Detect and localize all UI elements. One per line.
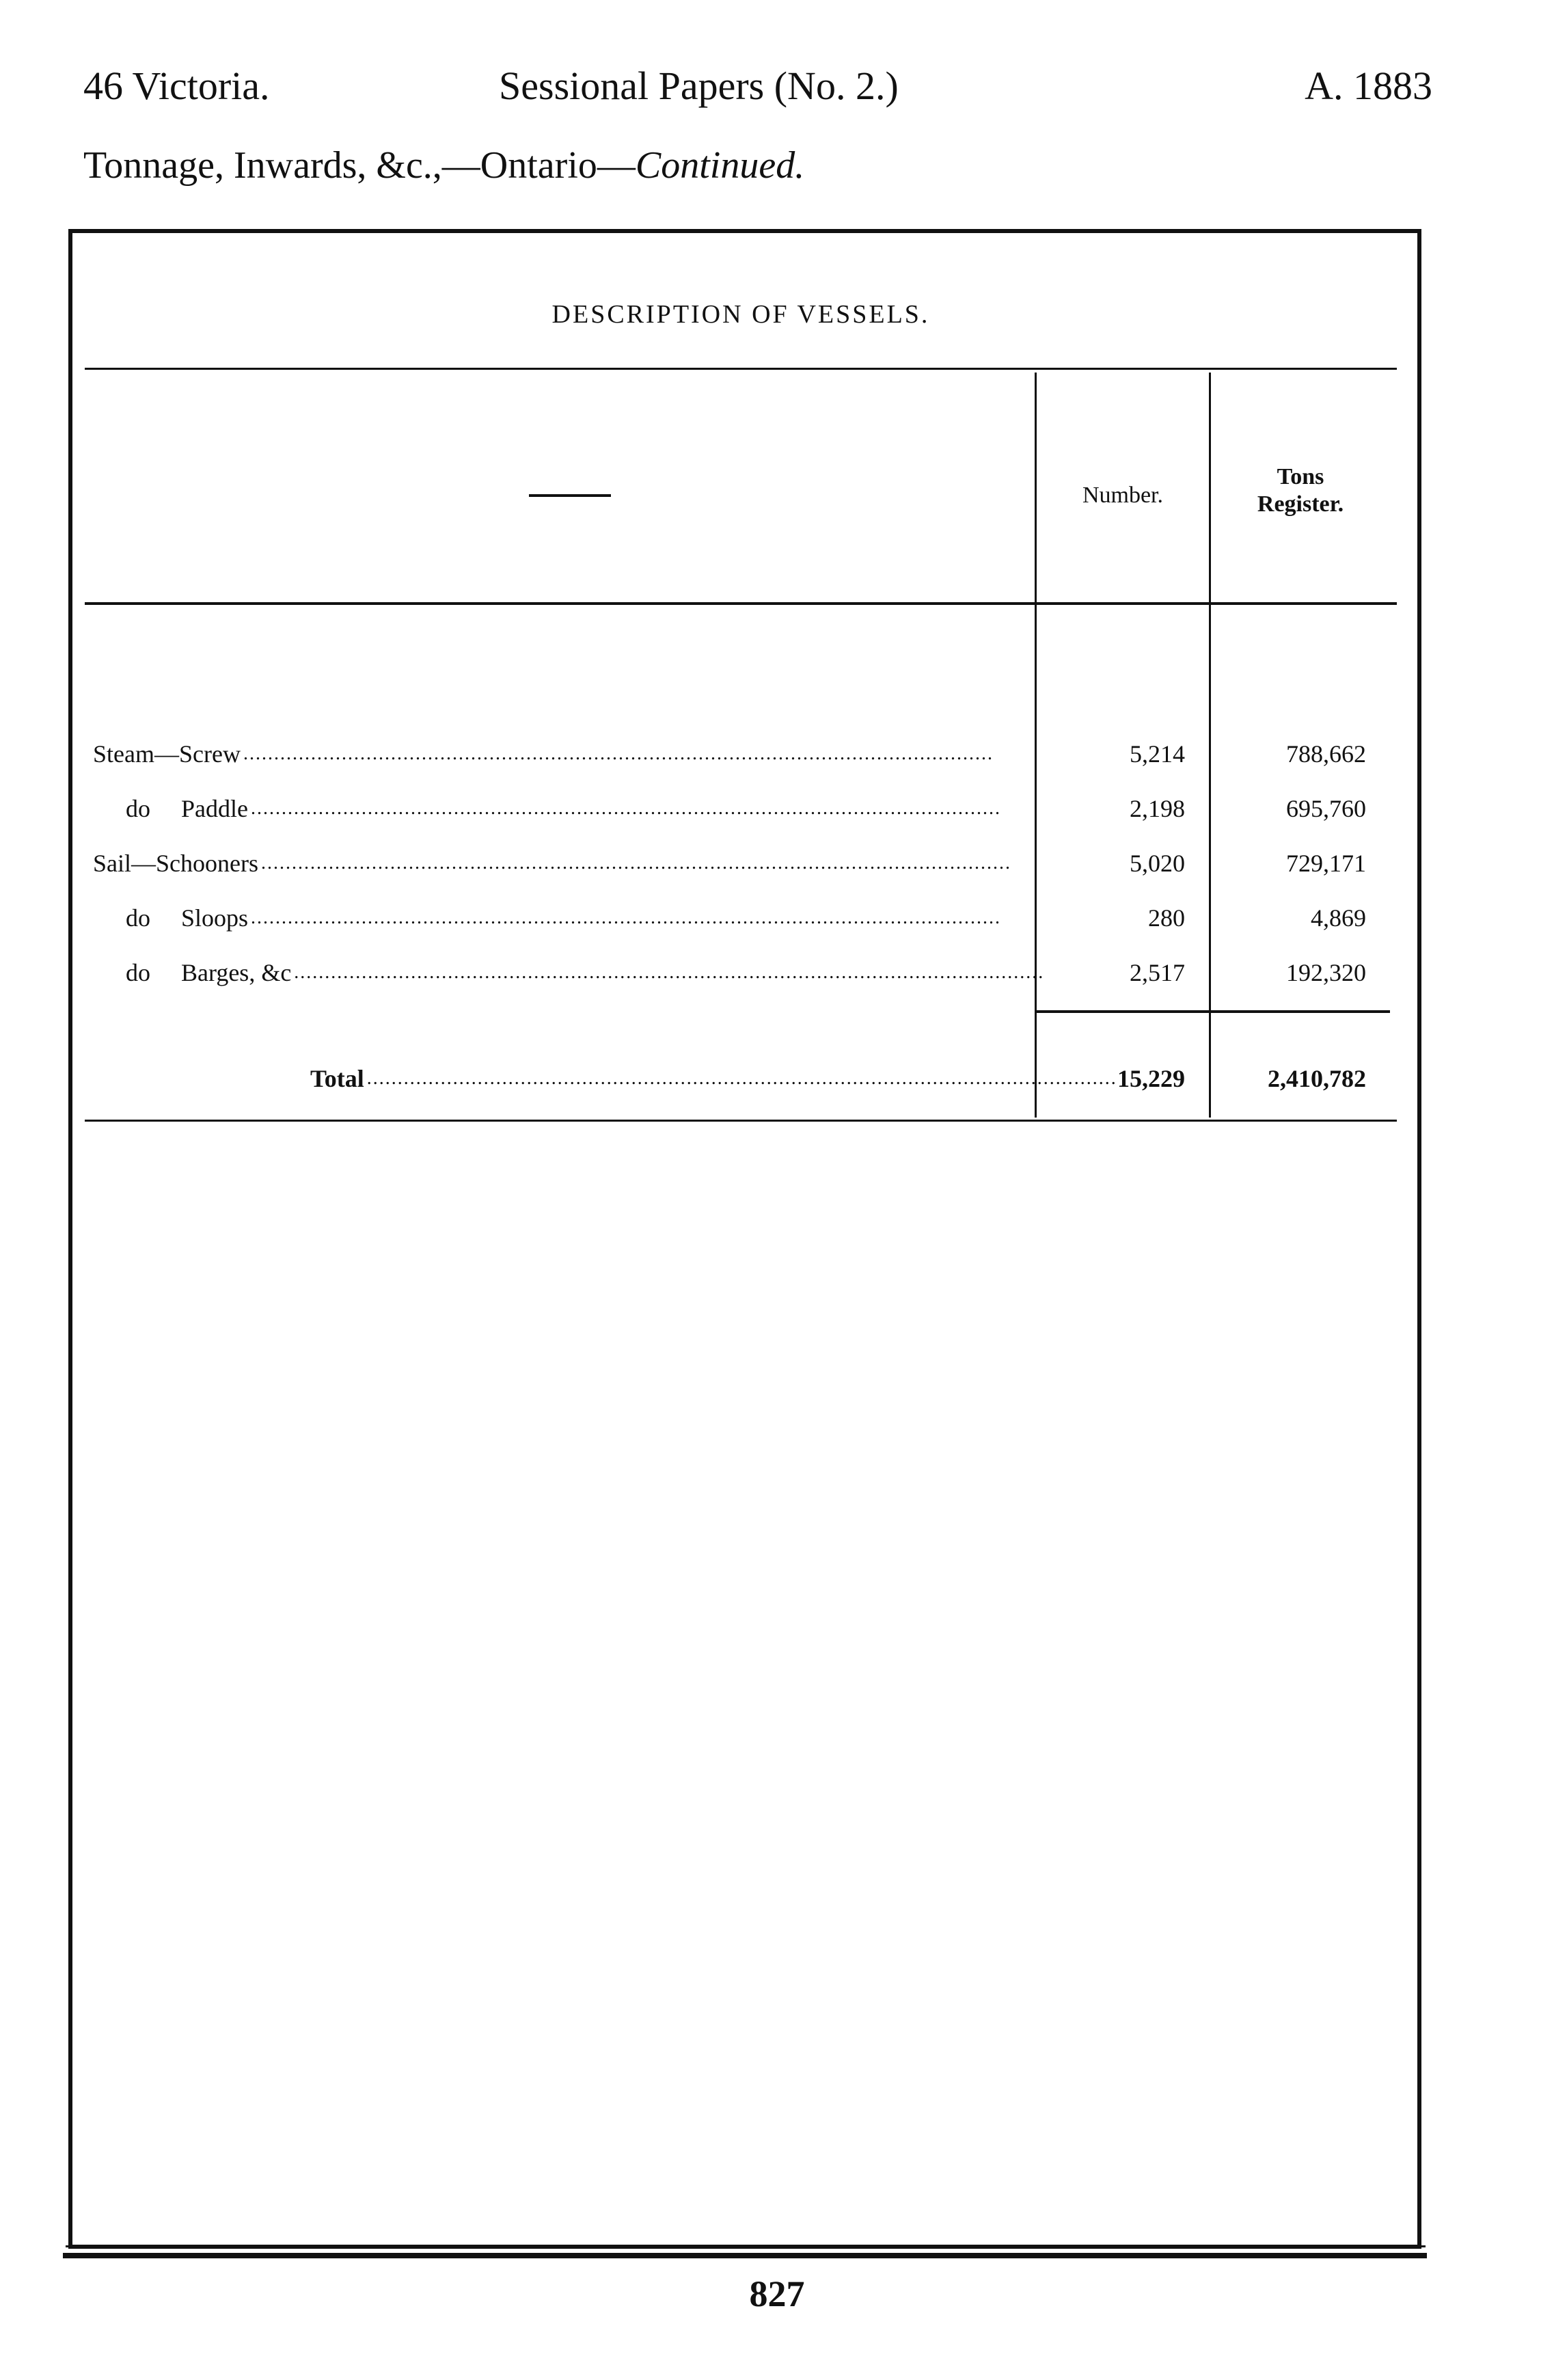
row-label: Sail—Schooners	[93, 850, 258, 877]
table-frame	[68, 229, 1421, 2249]
description-column-dash	[529, 494, 611, 497]
heading-rule	[85, 368, 1397, 370]
row-label: Steam—Screw	[93, 740, 241, 768]
row-tons: 4,869	[1311, 904, 1366, 932]
row-label: do Sloops	[126, 904, 249, 932]
row-tons: 695,760	[1286, 795, 1366, 822]
year-label: A. 1883	[1305, 64, 1432, 108]
table-end-rule	[85, 1120, 1397, 1122]
tons-column-header-line1: Tons	[1277, 464, 1324, 489]
table-row: do Sloops .......................................................................................................................... 280 4,869	[85, 897, 1369, 938]
session-label: 46 Victoria.	[83, 64, 270, 108]
total-tons: 2,410,782	[1268, 1065, 1366, 1092]
tons-total-rule	[1211, 1010, 1390, 1013]
description-of-vessels-heading: DESCRIPTION OF VESSELS.	[551, 300, 930, 329]
total-row: Total .......................................................................................................................... 15,229 2,410,782	[85, 1058, 1369, 1099]
sessional-papers-label: Sessional Papers (No. 2.)	[499, 64, 899, 108]
total-number: 15,229	[1117, 1065, 1185, 1092]
table-body	[85, 241, 1397, 2245]
column-header-rule	[85, 602, 1397, 605]
table-row: do Barges, &c .......................................................................................................................... 2,517 192,320	[85, 952, 1369, 993]
table-title	[83, 144, 804, 187]
row-number: 280	[1148, 904, 1185, 932]
bottom-rule-thin	[66, 2245, 1426, 2247]
table-row: Steam—Screw .......................................................................................................................... 5,214 788,662	[85, 733, 1369, 774]
row-tons: 788,662	[1286, 740, 1366, 768]
number-total-rule	[1037, 1010, 1209, 1013]
row-label: do Barges, &c	[126, 959, 292, 986]
row-number: 5,214	[1130, 740, 1185, 768]
total-label: Total	[310, 1065, 364, 1092]
table-title-main: Tonnage, Inwards, &c.,—Ontario—	[83, 144, 636, 187]
table-row: Sail—Schooners .......................................................................................................................... 5,020 729,171	[85, 843, 1369, 884]
tons-column-header-line2: Register.	[1257, 491, 1344, 517]
row-tons: 192,320	[1286, 959, 1366, 986]
row-label: do Paddle	[126, 795, 248, 822]
page-number: 827	[749, 2273, 805, 2314]
number-column-header: Number.	[1082, 483, 1164, 508]
row-tons: 729,171	[1286, 850, 1366, 877]
row-number: 5,020	[1130, 850, 1185, 877]
running-header	[0, 63, 1554, 118]
table-row: do Paddle .......................................................................................................................... 2,198 695,760	[85, 788, 1369, 829]
table-title-continued: Continued.	[635, 144, 805, 187]
row-number: 2,198	[1130, 795, 1185, 822]
row-number: 2,517	[1130, 959, 1185, 986]
bottom-rule	[63, 2253, 1427, 2258]
